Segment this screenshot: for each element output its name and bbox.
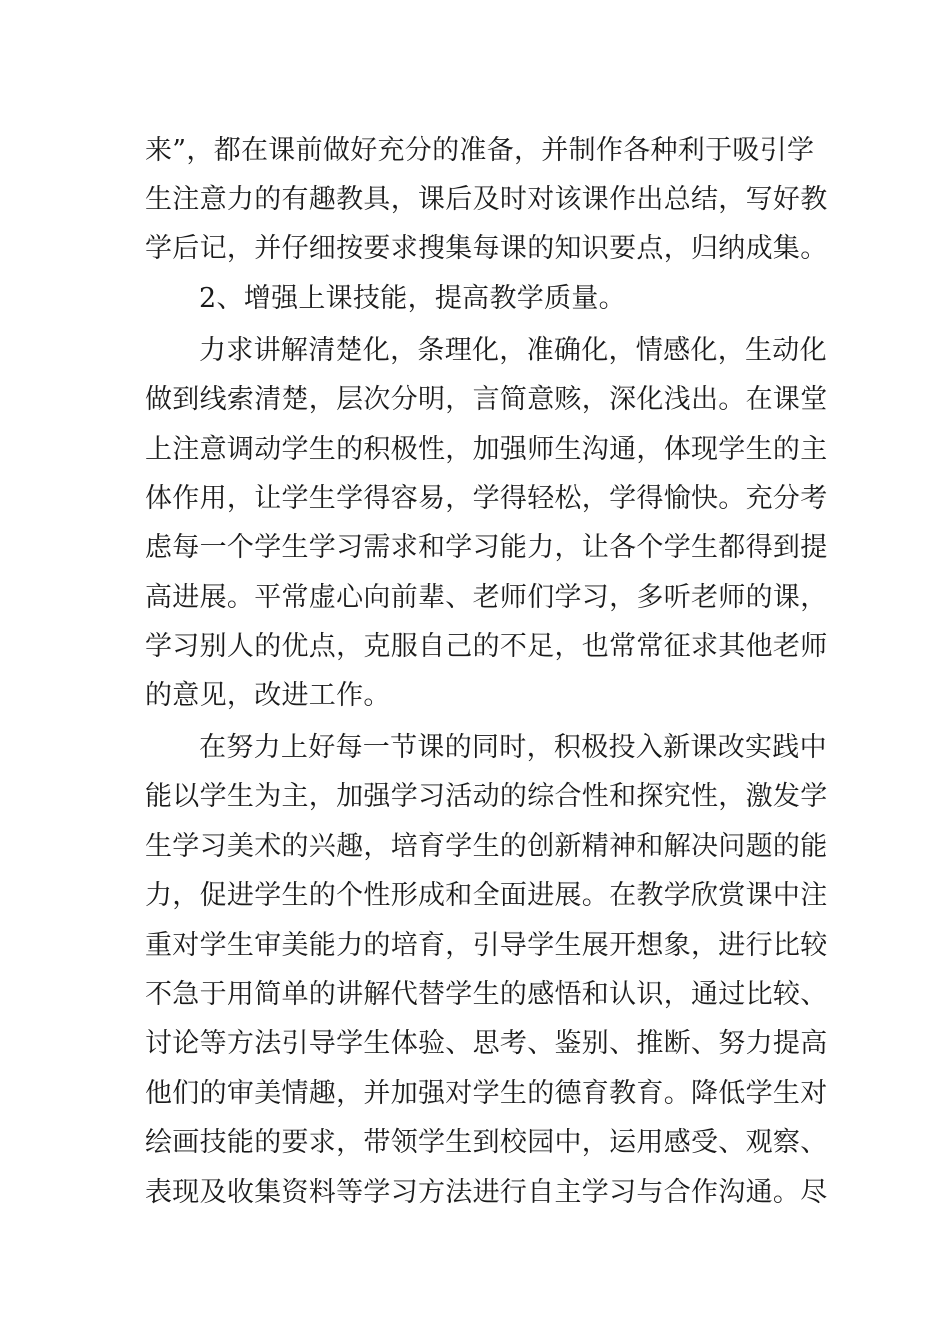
text-line: 能以学生为主，加强学习活动的综合性和探究性，激发学 bbox=[145, 781, 828, 812]
text-line: 他们的审美情趣，并加强对学生的德育教育。降低学生对 bbox=[145, 1078, 828, 1109]
text-line: 生学习美术的兴趣，培育学生的创新精神和解决问题的能 bbox=[145, 831, 828, 862]
text-line: 来”，都在课前做好充分的准备，并制作各种利于吸引学 bbox=[145, 135, 815, 166]
text-line: 学后记，并仔细按要求搜集每课的知识要点，归纳成集。 bbox=[145, 233, 828, 264]
section-heading: 2、增强上课技能，提高教学质量。 bbox=[199, 283, 626, 314]
text-line: 重对学生审美能力的培育，引导学生展开想象，进行比较 bbox=[145, 930, 828, 961]
text-line: 不急于用简单的讲解代替学生的感悟和认识，通过比较、 bbox=[145, 979, 828, 1010]
text-line: 做到线索清楚，层次分明，言简意赅，深化浅出。在课堂 bbox=[145, 384, 828, 415]
text-line: 力求讲解清楚化，条理化，准确化，情感化，生动化 bbox=[199, 335, 827, 366]
text-line: 体作用，让学生学得容易，学得轻松，学得愉快。充分考 bbox=[145, 483, 828, 514]
text-line: 学习别人的优点，克服自己的不足，也常常征求其他老师 bbox=[145, 631, 828, 662]
text-line: 生注意力的有趣教具，课后及时对该课作出总结，写好教 bbox=[145, 184, 828, 215]
text-line: 讨论等方法引导学生体验、思考、鉴别、推断、努力提高 bbox=[145, 1028, 828, 1059]
text-line: 虑每一个学生学习需求和学习能力，让各个学生都得到提 bbox=[145, 532, 828, 563]
text-line: 绘画技能的要求，带领学生到校园中，运用感受、观察、 bbox=[145, 1127, 828, 1158]
text-line: 在努力上好每一节课的同时，积极投入新课改实践中 bbox=[199, 732, 827, 763]
text-line: 高进展。平常虚心向前辈、老师们学习，多听老师的课， bbox=[145, 582, 828, 613]
text-line: 表现及收集资料等学习方法进行自主学习与合作沟通。尽 bbox=[145, 1177, 828, 1208]
text-line: 力，促进学生的个性形成和全面进展。在教学欣赏课中注 bbox=[145, 880, 828, 911]
text-line: 上注意调动学生的积极性，加强师生沟通，体现学生的主 bbox=[145, 434, 828, 465]
text-line: 的意见，改进工作。 bbox=[145, 680, 391, 711]
